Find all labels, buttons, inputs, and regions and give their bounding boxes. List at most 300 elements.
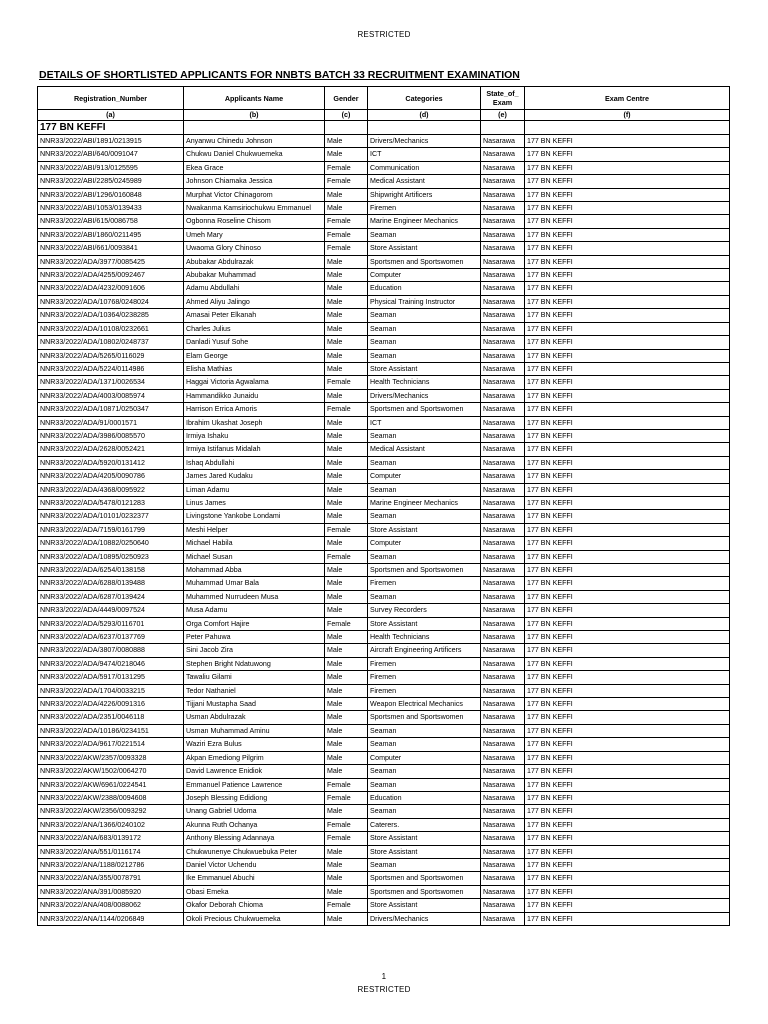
applicant-name-cell: Abubakar Muhammad: [184, 269, 325, 282]
category-cell: Seaman: [368, 550, 481, 563]
exam-centre-cell: 177 BN KEFFI: [525, 684, 730, 697]
gender-cell: Male: [325, 805, 368, 818]
registration-number-cell: NNR33/2022/ADA/91/0001571: [38, 416, 184, 429]
gender-cell: Male: [325, 537, 368, 550]
state-of-exam-cell: Nasarawa: [481, 161, 525, 174]
column-letter: (e): [481, 110, 525, 121]
gender-cell: Male: [325, 657, 368, 670]
column-letter: (f): [525, 110, 730, 121]
gender-cell: Female: [325, 818, 368, 831]
category-cell: Medical Assistant: [368, 443, 481, 456]
applicant-name-cell: Johnson Chiamaka Jessica: [184, 175, 325, 188]
applicant-name-cell: Tijjani Mustapha Saad: [184, 698, 325, 711]
gender-cell: Male: [325, 483, 368, 496]
applicant-name-cell: Amasai Peter Elkanah: [184, 309, 325, 322]
security-marking-top: RESTRICTED: [357, 30, 411, 39]
registration-number-cell: NNR33/2022/AKW/2388/0094608: [38, 791, 184, 804]
gender-cell: Male: [325, 738, 368, 751]
exam-centre-cell: 177 BN KEFFI: [525, 376, 730, 389]
document-title: DETAILS OF SHORTLISTED APPLICANTS FOR NNBTS BATCH 33 RECRUITMENT EXAMINATION: [39, 69, 520, 81]
category-cell: Seaman: [368, 590, 481, 603]
table-row: [38, 135, 730, 148]
applicant-name-cell: Waziri Ezra Bulus: [184, 738, 325, 751]
registration-number-cell: NNR33/2022/ADA/4232/0091606: [38, 282, 184, 295]
state-of-exam-cell: Nasarawa: [481, 269, 525, 282]
state-of-exam-cell: Nasarawa: [481, 295, 525, 308]
state-of-exam-cell: Nasarawa: [481, 202, 525, 215]
state-of-exam-cell: Nasarawa: [481, 215, 525, 228]
applicants-table: [37, 86, 730, 926]
gender-cell: Male: [325, 349, 368, 362]
registration-number-cell: NNR33/2022/ANA/1144/0206849: [38, 912, 184, 925]
category-cell: Health Technicians: [368, 631, 481, 644]
applicant-name-cell: Nwakanma Kamsiriochukwu Emmanuel: [184, 202, 325, 215]
registration-number-cell: NNR33/2022/ADA/4226/0091316: [38, 698, 184, 711]
table-row: [38, 215, 730, 228]
section-empty-cell: [368, 121, 481, 135]
exam-centre-cell: 177 BN KEFFI: [525, 845, 730, 858]
exam-centre-cell: 177 BN KEFFI: [525, 202, 730, 215]
state-of-exam-cell: Nasarawa: [481, 684, 525, 697]
state-of-exam-cell: Nasarawa: [481, 403, 525, 416]
table-row: [38, 671, 730, 684]
gender-cell: Male: [325, 309, 368, 322]
applicant-name-cell: Usman Muhammad Aminu: [184, 724, 325, 737]
state-of-exam-cell: Nasarawa: [481, 711, 525, 724]
registration-number-cell: NNR33/2022/ANA/1366/0240102: [38, 818, 184, 831]
exam-centre-cell: 177 BN KEFFI: [525, 617, 730, 630]
state-of-exam-cell: Nasarawa: [481, 510, 525, 523]
gender-cell: Male: [325, 724, 368, 737]
registration-number-cell: NNR33/2022/ADA/4205/0090786: [38, 470, 184, 483]
applicant-name-cell: Liman Adamu: [184, 483, 325, 496]
category-cell: Sportsmen and Sportswomen: [368, 255, 481, 268]
table-row: [38, 644, 730, 657]
gender-cell: Male: [325, 577, 368, 590]
category-cell: Store Assistant: [368, 832, 481, 845]
table-row: [38, 818, 730, 831]
exam-centre-cell: 177 BN KEFFI: [525, 738, 730, 751]
registration-number-cell: NNR33/2022/ADA/10186/0234151: [38, 724, 184, 737]
registration-number-cell: NNR33/2022/ADA/10871/0250347: [38, 403, 184, 416]
applicant-name-cell: Tawaliu Gilami: [184, 671, 325, 684]
registration-number-cell: NNR33/2022/ADA/3807/0080888: [38, 644, 184, 657]
table-row: [38, 148, 730, 161]
registration-number-cell: NNR33/2022/ADA/10895/0250923: [38, 550, 184, 563]
table-row: [38, 684, 730, 697]
state-of-exam-cell: Nasarawa: [481, 362, 525, 375]
exam-centre-cell: 177 BN KEFFI: [525, 778, 730, 791]
state-of-exam-cell: Nasarawa: [481, 443, 525, 456]
state-of-exam-cell: Nasarawa: [481, 483, 525, 496]
state-of-exam-cell: Nasarawa: [481, 858, 525, 871]
gender-cell: Male: [325, 322, 368, 335]
state-of-exam-cell: Nasarawa: [481, 148, 525, 161]
table-row: [38, 765, 730, 778]
gender-cell: Male: [325, 711, 368, 724]
table-row: [38, 899, 730, 912]
column-letter: (c): [325, 110, 368, 121]
exam-centre-cell: 177 BN KEFFI: [525, 885, 730, 898]
registration-number-cell: NNR33/2022/ADA/5265/0116029: [38, 349, 184, 362]
gender-cell: Male: [325, 671, 368, 684]
gender-cell: Female: [325, 403, 368, 416]
category-cell: Seaman: [368, 778, 481, 791]
gender-cell: Male: [325, 496, 368, 509]
table-row: [38, 523, 730, 536]
category-cell: Seaman: [368, 228, 481, 241]
applicant-name-cell: Chukwunenye Chukwuebuka Peter: [184, 845, 325, 858]
registration-number-cell: NNR33/2022/ADA/4449/0097524: [38, 604, 184, 617]
state-of-exam-cell: Nasarawa: [481, 724, 525, 737]
table-row: [38, 912, 730, 925]
gender-cell: Female: [325, 242, 368, 255]
table-row: [38, 282, 730, 295]
registration-number-cell: NNR33/2022/ABI/1296/0160848: [38, 188, 184, 201]
exam-centre-cell: 177 BN KEFFI: [525, 510, 730, 523]
applicant-name-cell: Elisha Mathias: [184, 362, 325, 375]
category-cell: Seaman: [368, 336, 481, 349]
gender-cell: Male: [325, 885, 368, 898]
applicant-name-cell: Musa Adamu: [184, 604, 325, 617]
category-cell: Marine Engineer Mechanics: [368, 215, 481, 228]
exam-centre-cell: 177 BN KEFFI: [525, 818, 730, 831]
exam-centre-cell: 177 BN KEFFI: [525, 242, 730, 255]
registration-number-cell: NNR33/2022/ADA/3986/0085570: [38, 429, 184, 442]
exam-centre-cell: 177 BN KEFFI: [525, 215, 730, 228]
category-cell: Seaman: [368, 349, 481, 362]
state-of-exam-cell: Nasarawa: [481, 228, 525, 241]
table-row: [38, 496, 730, 509]
gender-cell: Male: [325, 765, 368, 778]
state-of-exam-cell: Nasarawa: [481, 496, 525, 509]
state-of-exam-cell: Nasarawa: [481, 590, 525, 603]
table-row: [38, 698, 730, 711]
applicant-name-cell: Abubakar Abdulrazak: [184, 255, 325, 268]
exam-centre-cell: 177 BN KEFFI: [525, 631, 730, 644]
applicant-name-cell: Chukwu Daniel Chukwuemeka: [184, 148, 325, 161]
gender-cell: Male: [325, 872, 368, 885]
table-row: [38, 510, 730, 523]
exam-centre-cell: 177 BN KEFFI: [525, 537, 730, 550]
registration-number-cell: NNR33/2022/ABI/913/0125595: [38, 161, 184, 174]
gender-cell: Male: [325, 912, 368, 925]
registration-number-cell: NNR33/2022/ABI/1860/0211495: [38, 228, 184, 241]
category-cell: Store Assistant: [368, 617, 481, 630]
registration-number-cell: NNR33/2022/ADA/4255/0092467: [38, 269, 184, 282]
registration-number-cell: NNR33/2022/ABI/615/0086758: [38, 215, 184, 228]
exam-centre-cell: 177 BN KEFFI: [525, 912, 730, 925]
section-empty-cell: [325, 121, 368, 135]
header-categories: Categories: [368, 87, 481, 110]
section-empty-cell: [481, 121, 525, 135]
registration-number-cell: NNR33/2022/ANA/355/0078791: [38, 872, 184, 885]
exam-centre-cell: 177 BN KEFFI: [525, 416, 730, 429]
gender-cell: Female: [325, 175, 368, 188]
table-row: [38, 161, 730, 174]
exam-centre-cell: 177 BN KEFFI: [525, 148, 730, 161]
applicant-name-cell: Tedor Nathaniel: [184, 684, 325, 697]
header-exam-centre: Exam Centre: [525, 87, 730, 110]
state-of-exam-cell: Nasarawa: [481, 376, 525, 389]
table-row: [38, 738, 730, 751]
exam-centre-cell: 177 BN KEFFI: [525, 523, 730, 536]
category-cell: ICT: [368, 416, 481, 429]
gender-cell: Male: [325, 416, 368, 429]
exam-centre-cell: 177 BN KEFFI: [525, 228, 730, 241]
state-of-exam-cell: Nasarawa: [481, 389, 525, 402]
table-row: [38, 858, 730, 871]
category-cell: Education: [368, 282, 481, 295]
table-row: [38, 429, 730, 442]
state-of-exam-cell: Nasarawa: [481, 778, 525, 791]
gender-cell: Male: [325, 590, 368, 603]
gender-cell: Female: [325, 899, 368, 912]
category-cell: Aircraft Engineering Artificers: [368, 644, 481, 657]
state-of-exam-cell: Nasarawa: [481, 349, 525, 362]
category-cell: Store Assistant: [368, 523, 481, 536]
exam-centre-cell: 177 BN KEFFI: [525, 349, 730, 362]
gender-cell: Male: [325, 564, 368, 577]
registration-number-cell: NNR33/2022/ADA/4368/0095922: [38, 483, 184, 496]
category-cell: Communication: [368, 161, 481, 174]
registration-number-cell: NNR33/2022/ADA/10882/0250640: [38, 537, 184, 550]
state-of-exam-cell: Nasarawa: [481, 309, 525, 322]
table-row: [38, 604, 730, 617]
state-of-exam-cell: Nasarawa: [481, 416, 525, 429]
applicant-name-cell: Umeh Mary: [184, 228, 325, 241]
table-row: [38, 322, 730, 335]
category-cell: Education: [368, 791, 481, 804]
header-row: [38, 87, 730, 110]
gender-cell: Male: [325, 148, 368, 161]
state-of-exam-cell: Nasarawa: [481, 791, 525, 804]
header-gender: Gender: [325, 87, 368, 110]
applicant-name-cell: Michael Habila: [184, 537, 325, 550]
registration-number-cell: NNR33/2022/ADA/6254/0138158: [38, 564, 184, 577]
applicant-name-cell: Emmanuel Patience Lawrence: [184, 778, 325, 791]
applicant-name-cell: Ekea Grace: [184, 161, 325, 174]
category-cell: Drivers/Mechanics: [368, 389, 481, 402]
table-row: [38, 456, 730, 469]
category-cell: Seaman: [368, 765, 481, 778]
registration-number-cell: NNR33/2022/ADA/9617/0221514: [38, 738, 184, 751]
category-cell: Firemen: [368, 684, 481, 697]
registration-number-cell: NNR33/2022/ADA/3977/0085425: [38, 255, 184, 268]
state-of-exam-cell: Nasarawa: [481, 765, 525, 778]
gender-cell: Female: [325, 778, 368, 791]
registration-number-cell: NNR33/2022/ADA/10364/0238285: [38, 309, 184, 322]
state-of-exam-cell: Nasarawa: [481, 872, 525, 885]
state-of-exam-cell: Nasarawa: [481, 255, 525, 268]
applicant-name-cell: Irmiya Istifanus Midalah: [184, 443, 325, 456]
applicant-name-cell: Orga Comfort Hajire: [184, 617, 325, 630]
category-cell: Computer: [368, 269, 481, 282]
gender-cell: Male: [325, 282, 368, 295]
registration-number-cell: NNR33/2022/ADA/1371/0026534: [38, 376, 184, 389]
category-cell: Firemen: [368, 202, 481, 215]
gender-cell: Female: [325, 215, 368, 228]
exam-centre-cell: 177 BN KEFFI: [525, 282, 730, 295]
table-row: [38, 295, 730, 308]
table-row: [38, 175, 730, 188]
category-cell: Sportsmen and Sportswomen: [368, 711, 481, 724]
column-letter: (b): [184, 110, 325, 121]
applicant-name-cell: Mohammad Abba: [184, 564, 325, 577]
category-cell: Marine Engineer Mechanics: [368, 496, 481, 509]
column-letter: (d): [368, 110, 481, 121]
applicant-name-cell: Okoli Precious Chukwuemeka: [184, 912, 325, 925]
exam-centre-cell: 177 BN KEFFI: [525, 564, 730, 577]
gender-cell: Male: [325, 255, 368, 268]
gender-cell: Male: [325, 644, 368, 657]
registration-number-cell: NNR33/2022/ADA/6288/0139488: [38, 577, 184, 590]
category-cell: Health Technicians: [368, 376, 481, 389]
state-of-exam-cell: Nasarawa: [481, 631, 525, 644]
category-cell: Seaman: [368, 724, 481, 737]
applicant-name-cell: Muhammad Umar Bala: [184, 577, 325, 590]
registration-number-cell: NNR33/2022/ADA/7159/0161799: [38, 523, 184, 536]
category-cell: Drivers/Mechanics: [368, 135, 481, 148]
exam-centre-cell: 177 BN KEFFI: [525, 791, 730, 804]
applicant-name-cell: Livingstone Yankobe Londami: [184, 510, 325, 523]
state-of-exam-cell: Nasarawa: [481, 135, 525, 148]
state-of-exam-cell: Nasarawa: [481, 845, 525, 858]
category-cell: Seaman: [368, 456, 481, 469]
state-of-exam-cell: Nasarawa: [481, 322, 525, 335]
table-row: [38, 470, 730, 483]
state-of-exam-cell: Nasarawa: [481, 818, 525, 831]
applicant-name-cell: Ibrahim Ukashat Joseph: [184, 416, 325, 429]
table-row: [38, 403, 730, 416]
registration-number-cell: NNR33/2022/AKW/2357/0093328: [38, 751, 184, 764]
gender-cell: Male: [325, 269, 368, 282]
exam-centre-cell: 177 BN KEFFI: [525, 269, 730, 282]
category-cell: Seaman: [368, 858, 481, 871]
applicant-name-cell: Akunna Ruth Ochanya: [184, 818, 325, 831]
state-of-exam-cell: Nasarawa: [481, 617, 525, 630]
gender-cell: Male: [325, 456, 368, 469]
state-of-exam-cell: Nasarawa: [481, 523, 525, 536]
exam-centre-cell: 177 BN KEFFI: [525, 577, 730, 590]
state-of-exam-cell: Nasarawa: [481, 336, 525, 349]
state-of-exam-cell: Nasarawa: [481, 175, 525, 188]
exam-centre-cell: 177 BN KEFFI: [525, 590, 730, 603]
category-cell: Medical Assistant: [368, 175, 481, 188]
category-cell: Seaman: [368, 805, 481, 818]
table-row: [38, 751, 730, 764]
exam-centre-cell: 177 BN KEFFI: [525, 483, 730, 496]
state-of-exam-cell: Nasarawa: [481, 751, 525, 764]
state-of-exam-cell: Nasarawa: [481, 470, 525, 483]
category-cell: Firemen: [368, 671, 481, 684]
table-row: [38, 617, 730, 630]
table-row: [38, 242, 730, 255]
applicant-name-cell: Ahmed Aliyu Jalingo: [184, 295, 325, 308]
exam-centre-cell: 177 BN KEFFI: [525, 403, 730, 416]
table-row: [38, 805, 730, 818]
exam-centre-cell: 177 BN KEFFI: [525, 161, 730, 174]
exam-centre-cell: 177 BN KEFFI: [525, 604, 730, 617]
state-of-exam-cell: Nasarawa: [481, 885, 525, 898]
table-row: [38, 483, 730, 496]
state-of-exam-cell: Nasarawa: [481, 698, 525, 711]
gender-cell: Male: [325, 295, 368, 308]
registration-number-cell: NNR33/2022/ADA/4003/0085974: [38, 389, 184, 402]
section-empty-cell: [184, 121, 325, 135]
exam-centre-cell: 177 BN KEFFI: [525, 805, 730, 818]
exam-centre-cell: 177 BN KEFFI: [525, 255, 730, 268]
table-row: [38, 845, 730, 858]
gender-cell: Male: [325, 698, 368, 711]
registration-number-cell: NNR33/2022/ABI/2285/0245989: [38, 175, 184, 188]
applicant-name-cell: James Jared Kudaku: [184, 470, 325, 483]
applicant-name-cell: Charles Julius: [184, 322, 325, 335]
category-cell: Sportsmen and Sportswomen: [368, 564, 481, 577]
applicant-name-cell: Akpan Emediong Pilgrim: [184, 751, 325, 764]
table-row: [38, 577, 730, 590]
exam-centre-cell: 177 BN KEFFI: [525, 175, 730, 188]
registration-number-cell: NNR33/2022/ANA/551/0116174: [38, 845, 184, 858]
exam-centre-cell: 177 BN KEFFI: [525, 765, 730, 778]
header-applicants-name: Applicants Name: [184, 87, 325, 110]
table-row: [38, 376, 730, 389]
category-cell: Caterers.: [368, 818, 481, 831]
category-cell: Store Assistant: [368, 362, 481, 375]
table-row: [38, 590, 730, 603]
section-row: [38, 121, 730, 135]
table-row: [38, 202, 730, 215]
gender-cell: Male: [325, 751, 368, 764]
exam-centre-cell: 177 BN KEFFI: [525, 832, 730, 845]
registration-number-cell: NNR33/2022/ADA/6237/0137769: [38, 631, 184, 644]
table-row: [38, 188, 730, 201]
state-of-exam-cell: Nasarawa: [481, 644, 525, 657]
category-cell: Weapon Electrical Mechanics: [368, 698, 481, 711]
gender-cell: Female: [325, 523, 368, 536]
state-of-exam-cell: Nasarawa: [481, 537, 525, 550]
header-state-of-exam: State_of_ Exam: [481, 87, 525, 110]
category-cell: Sportsmen and Sportswomen: [368, 403, 481, 416]
gender-cell: Male: [325, 188, 368, 201]
applicant-name-cell: Elam George: [184, 349, 325, 362]
applicant-name-cell: Unang Gabriel Udoma: [184, 805, 325, 818]
gender-cell: Male: [325, 135, 368, 148]
page-number: 1: [381, 972, 387, 981]
gender-cell: Female: [325, 832, 368, 845]
security-marking-bottom: RESTRICTED: [357, 985, 411, 994]
gender-cell: Female: [325, 617, 368, 630]
registration-number-cell: NNR33/2022/ADA/5224/0114986: [38, 362, 184, 375]
exam-centre-cell: 177 BN KEFFI: [525, 872, 730, 885]
applicant-name-cell: Anyanwu Chinedu Johnson: [184, 135, 325, 148]
applicant-name-cell: Murphat Victor Chinagorom: [184, 188, 325, 201]
applicant-name-cell: Linus James: [184, 496, 325, 509]
category-cell: Store Assistant: [368, 899, 481, 912]
registration-number-cell: NNR33/2022/ADA/10768/0248024: [38, 295, 184, 308]
category-cell: Sportsmen and Sportswomen: [368, 885, 481, 898]
gender-cell: Male: [325, 631, 368, 644]
exam-centre-cell: 177 BN KEFFI: [525, 429, 730, 442]
registration-number-cell: NNR33/2022/ABI/1053/0139433: [38, 202, 184, 215]
gender-cell: Female: [325, 550, 368, 563]
table-row: [38, 885, 730, 898]
category-cell: Seaman: [368, 322, 481, 335]
applicant-name-cell: Joseph Blessing Edidiong: [184, 791, 325, 804]
exam-centre-cell: 177 BN KEFFI: [525, 135, 730, 148]
exam-centre-cell: 177 BN KEFFI: [525, 188, 730, 201]
applicant-name-cell: Daniel Victor Uchendu: [184, 858, 325, 871]
